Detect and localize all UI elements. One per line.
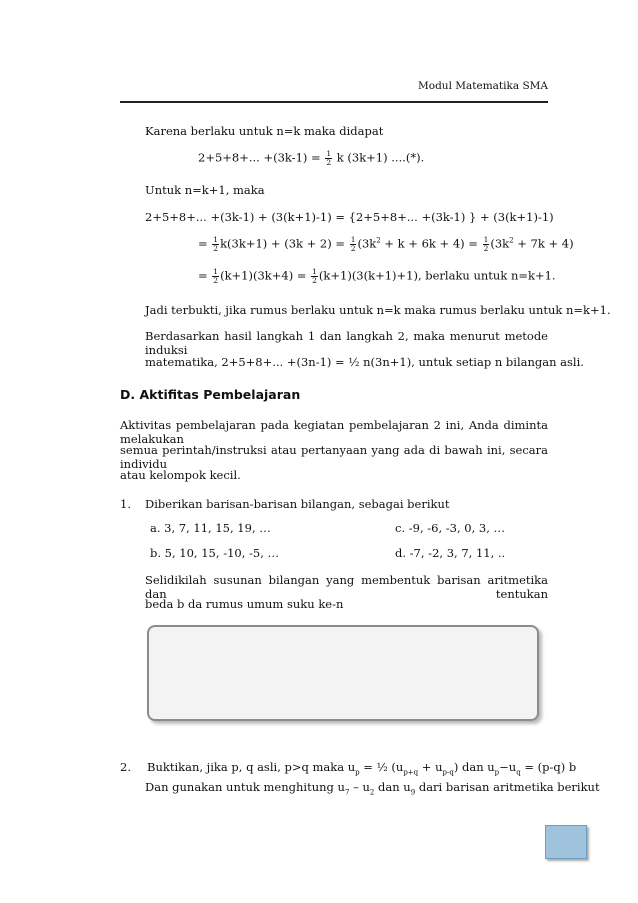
sequence-b: b. 5, 10, 15, -10, -5, … xyxy=(150,546,280,560)
item-2-line-2: Dan gunakan untuk menghitung $u_7 - u_2$ dan $u_9$ dari barisan aritmetika berikut xyxy=(145,780,600,797)
section-d-heading: D. Aktifitas Pembelajaran xyxy=(120,387,301,402)
proof-line-1: Karena berlaku untuk n=k maka didapat xyxy=(145,124,384,138)
item-2-statement: Buktikan, jika p, q asli, p>q maka $u_p$ = ½ $(u_{p+q} + u_{p-q})$ dan $u_p-u_q = (p-q)$ b xyxy=(147,760,577,777)
header-rule xyxy=(120,101,548,103)
item-1-instruction-1: Selidikilah susunan bilangan yang membentuk barisan aritmetika dan tentukan xyxy=(145,573,548,601)
sequence-c: c. -9, -6, -3, 0, 3, … xyxy=(395,521,506,535)
item-1-instruction-2: beda b da rumus umum suku ke-n xyxy=(145,597,344,611)
item-1-number: 1. xyxy=(120,497,131,511)
equation-1: 2+5+8+... +(3k-1) = $\frac{1}{2}$ k (3k+1) ....(*). xyxy=(198,149,425,167)
section-d-para-2: semua perintah/instruksi atau pertanyaan yang ada di bawah ini, secara individu xyxy=(120,443,548,471)
item-2-number: 2. xyxy=(120,760,131,774)
answer-box[interactable] xyxy=(147,625,539,721)
equation-2: 2+5+8+... +(3k-1) + (3(k+1)-1) = {2+5+8+... +(3k-1) } + (3(k+1)-1) xyxy=(145,210,554,224)
section-d-para-1: Aktivitas pembelajaran pada kegiatan pembelajaran 2 ini, Anda diminta melakukan xyxy=(120,418,548,446)
page-number-tab xyxy=(545,825,587,859)
fraction-half: $\frac{1}{2}$ xyxy=(326,149,332,167)
section-d-para-3: atau kelompok kecil. xyxy=(120,468,241,482)
conclusion-1: Jadi terbukti, jika rumus berlaku untuk n=k maka rumus berlaku untuk n=k+1. xyxy=(145,303,611,317)
sequence-a: a. 3, 7, 11, 15, 19, … xyxy=(150,521,271,535)
item-1-text: Diberikan barisan-barisan bilangan, sebagai berikut xyxy=(145,497,450,511)
header-title: Modul Matematika SMA xyxy=(418,80,548,92)
conclusion-2a: Berdasarkan hasil langkah 1 dan langkah 2, maka menurut metode induksi xyxy=(145,329,548,357)
proof-line-2: Untuk n=k+1, maka xyxy=(145,183,265,197)
equation-3: = $\frac{1}{2}$ k(3k+1) + (3k + 2) = $\frac{1}{2}$ $(3k^2 + k + 6k + 4)$ = $\frac{1}{2}$ $(3k^2 + 7k + 4)$ xyxy=(198,235,574,253)
equation-4: = $\frac{1}{2}$ (k+1)(3k+4) = $\frac{1}{2}$ (k+1)(3(k+1)+1), berlaku untuk n=k+1. xyxy=(198,267,556,285)
conclusion-2b: matematika, 2+5+8+... +(3n-1) = ½ n(3n+1), untuk setiap n bilangan asli. xyxy=(145,355,584,369)
sequence-d: d. -7, -2, 3, 7, 11, .. xyxy=(395,546,506,560)
